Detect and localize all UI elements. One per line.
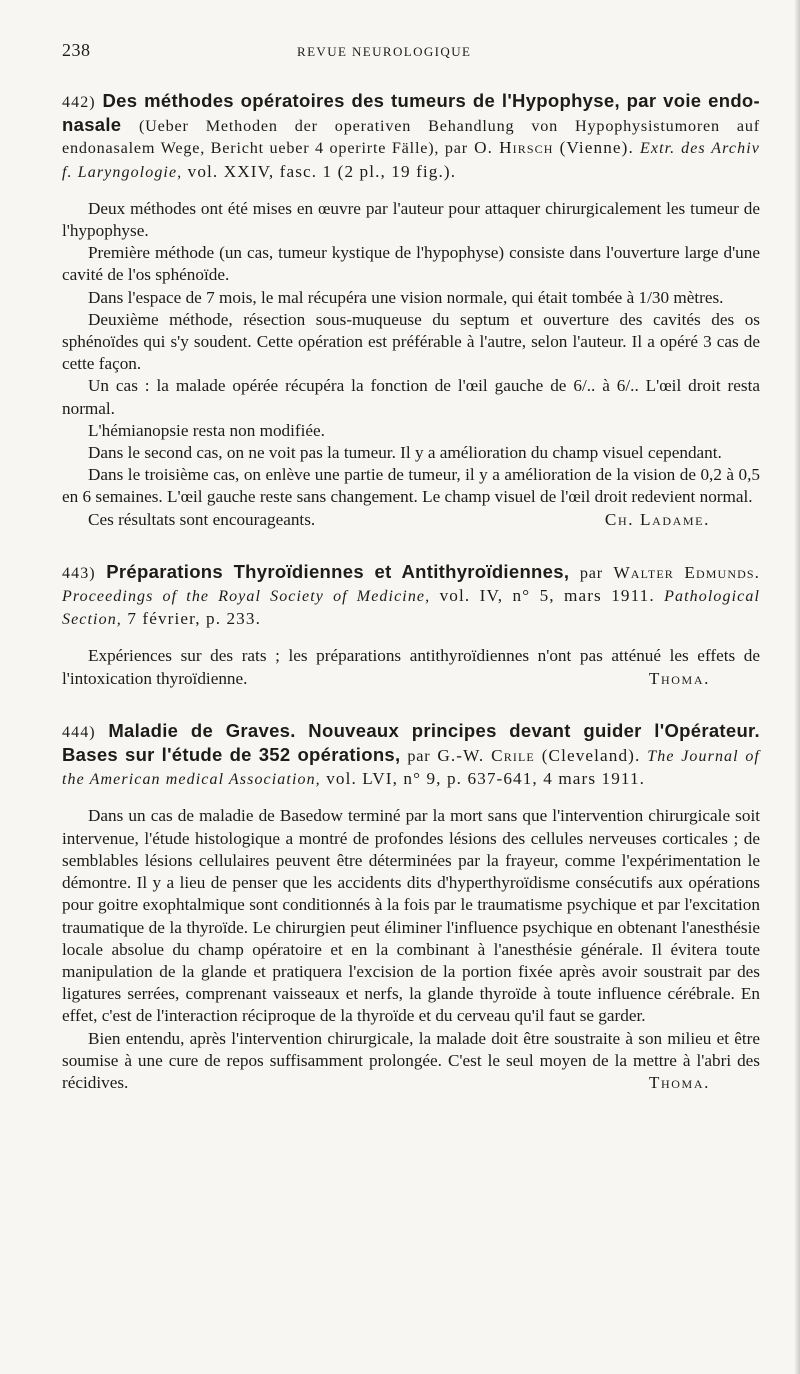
article-details-section: 7 février, p. 233. xyxy=(127,609,261,629)
signature: Thoma. xyxy=(648,1072,710,1092)
paragraph: Deuxième méthode, résection sous-muqueuse du septum et ouverture des cavités des os sphénoïdes qui s'y soudent. Cette opération est préférable à l'autre, selon l'auteur. Il a opéré 3 cas de cette façon. xyxy=(62,309,760,374)
article-body xyxy=(62,805,760,1094)
paragraph-text: Bien entendu, après l'intervention chirurgicale, la malade doit être soustraite à son milieu et être soumise à une cure de repos suffisamment prolongée. C'est le seul moyen de la mettre à l'abri des récidives. xyxy=(62,1028,760,1092)
paragraph: Dans le second cas, on ne voit pas la tumeur. Il y a amélioration du champ visuel cependant. xyxy=(88,443,722,463)
article-details: vol. LVI, n° 9, p. 637-641, 4 mars 1911. xyxy=(326,769,646,789)
article-reference xyxy=(62,720,760,792)
article-author: G.-W. Crile xyxy=(437,746,535,766)
article-title: Maladie de Graves. Nouveaux principes devant guider l'Opérateur. Bases sur l'étude de 352 opérations, xyxy=(62,719,760,766)
article-443 xyxy=(62,561,760,690)
signature: Ch. Ladame. xyxy=(604,509,710,529)
article-reference xyxy=(62,561,760,632)
paragraph: Dans le troisième cas, on enlève une partie de tumeur, il y a amélioration de la vision de 0,2 à 0,5 en 6 semaines. L'œil gauche reste sans changement. Le champ visuel de l'œil droit redevient normal. xyxy=(62,465,760,507)
page-number: 238 xyxy=(62,40,91,60)
signature: Thoma. xyxy=(648,668,710,688)
article-body xyxy=(62,198,760,531)
article-journal: The Journal of the American medical Association, xyxy=(62,748,760,789)
article-journal-section: Pathological Section, xyxy=(62,588,760,629)
article-body xyxy=(62,645,760,689)
article-442 xyxy=(62,90,760,531)
article-subtitle: (Ueber Methoden der operativen Behandlung von Hypophysistumoren auf endonasalem Wege, Bericht ueber 4 operirte Fälle), par xyxy=(62,117,761,158)
article-title: Préparations Thyroïdiennes et Antithyroïdiennes, xyxy=(106,560,570,582)
article-number: 443) xyxy=(62,564,96,582)
article-details: vol. XXIV, fasc. 1 (2 pl., 19 fig.). xyxy=(187,161,457,181)
page-header xyxy=(62,40,760,74)
article-number: 444) xyxy=(62,723,96,741)
article-details: vol. IV, n° 5, mars 1911. xyxy=(439,586,655,606)
article-journal: Extr. des Archiv f. Laryngologie, xyxy=(62,140,760,181)
running-title: REVUE NEUROLOGIQUE xyxy=(297,44,472,59)
article-reference xyxy=(62,90,760,184)
paragraph-text: Expériences sur des rats ; les préparations antithyroïdiennes n'ont pas atténué les effets de l'intoxication thyroïdienne. xyxy=(62,646,760,688)
paragraph: L'hémianopsie resta non modifiée. xyxy=(88,420,325,440)
paragraph-last xyxy=(62,1028,760,1095)
article-subtitle: par xyxy=(579,563,603,582)
paragraph: Dans un cas de maladie de Basedow terminé par la mort sans que l'intervention chirurgicale soit intervenue, l'étude histologique a montré de profondes lésions des cellules nerveuses corticales ; de semblables lésions cellulaires peuvent être déterminées par la frayeur, comme l'expérimentation le démontre. Il y a lieu de penser que les accidents dits d'hyperthyroïdisme consécutifs aux opérations pour goitre exophtalmique sont conditionnés à la fois par le traumatisme psychique et par l'excitation traumatique de la thyroïde. Le chirurgien peut éliminer l'influence psychique en obtenant l'anesthésie locale absolue du champ opératoire et en la combinant à l'anesthésie générale. Il évitera toute manipulation de la glande et pratiquera l'excision de la portion fixée après avoir soustrait par des ligatures serrées, comprenant vaisseaux et nerfs, la glande thyroïde à toute influence cérébrale. En effet, c'est de l'interaction réciproque de la thyroïde et du cerveau qu'il faut se garder. xyxy=(62,806,760,1026)
article-444 xyxy=(62,720,760,1094)
article-number: 442) xyxy=(62,94,96,111)
paragraph-text: Ces résultats sont encourageants. xyxy=(88,509,316,529)
paragraph: Un cas : la malade opérée récupéra la fonction de l'œil gauche de 6/.. à 6/.. L'œil droit resta normal. xyxy=(62,376,760,418)
paragraph: Dans l'espace de 7 mois, le mal récupéra une vision normale, qui était tombée à 1/30 mètres. xyxy=(88,287,724,307)
article-subtitle: par xyxy=(407,747,431,766)
article-journal: Proceedings of the Royal Society of Medicine, xyxy=(62,588,431,606)
paragraph: Première méthode (un cas, tumeur kystique de l'hypophyse) consiste dans l'ouverture large d'une cavité de l'os sphénoïde. xyxy=(62,243,760,285)
article-author: Walter Edmunds. xyxy=(613,562,761,582)
article-author: O. Hirsch xyxy=(474,138,554,158)
scan-edge-shadow xyxy=(794,0,800,1374)
article-location: (Cleveland). xyxy=(541,746,641,766)
paragraph-last xyxy=(62,509,760,531)
paragraph: Deux méthodes ont été mises en œuvre par l'auteur pour attaquer chirurgicalement les tumeur de l'hypophyse. xyxy=(62,198,760,241)
article-location: (Vienne). xyxy=(559,138,634,158)
article-title: Des méthodes opératoires des tumeurs de l'Hypophyse, par voie endo-nasale xyxy=(62,90,760,136)
paragraph-last xyxy=(62,645,760,689)
